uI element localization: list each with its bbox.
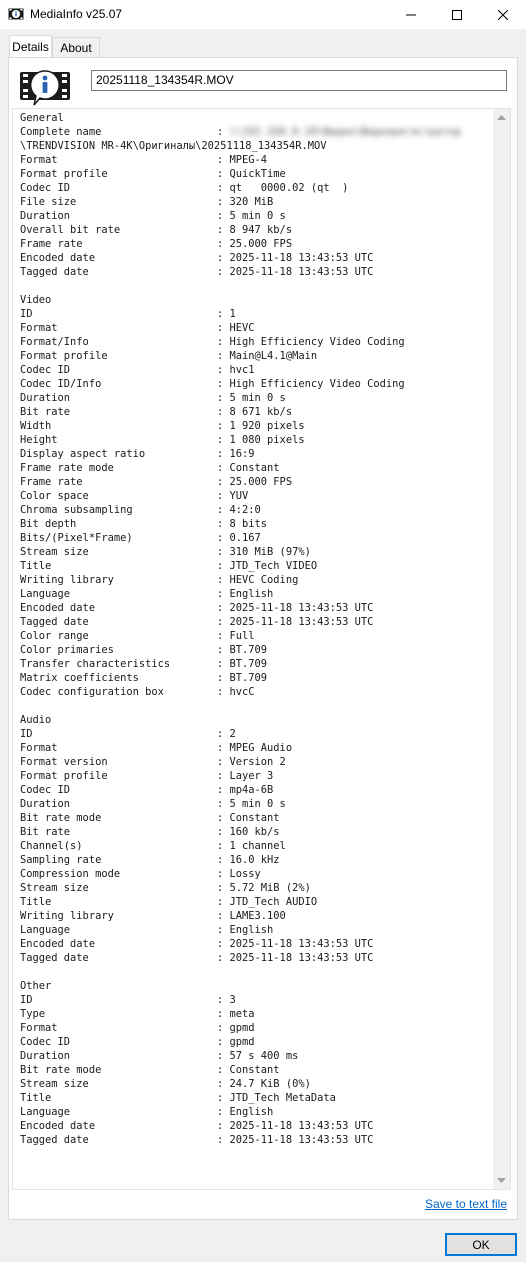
report-row [20,755,461,769]
report-row [20,517,461,531]
field-value: 25.000 FPS [229,238,293,250]
separator: : [217,644,230,656]
separator: : [217,182,230,194]
section-title: General [20,112,64,124]
field-name: Bit rate mode [20,812,102,824]
field-value: HEVC Coding [229,574,299,586]
separator: : [217,658,230,670]
report-row [20,769,461,783]
field-name: Color space [20,490,89,502]
report-row [20,993,461,1007]
report-row [20,433,461,447]
field-name: Language [20,924,71,936]
separator: : [217,336,230,348]
field-name: Duration [20,798,71,810]
field-value: 2 [229,728,236,740]
details-panel [8,57,518,1220]
file-name-field[interactable]: 20251118_134354R.MOV [91,70,507,91]
field-name: Frame rate [20,476,83,488]
field-name: Writing library [20,574,114,586]
blank-line [20,965,461,979]
tab-about[interactable]: About [52,37,100,58]
field-name: Bits/(Pixel*Frame) [20,532,133,544]
report-row [20,377,461,391]
field-name: Sampling rate [20,854,102,866]
field-name: Format [20,742,58,754]
report-content [20,111,461,1147]
report-row [20,951,461,965]
field-name: File size [20,196,77,208]
field-name: Frame rate [20,238,83,250]
report-row [20,797,461,811]
ok-button[interactable]: OK [445,1233,517,1256]
field-name: Overall bit rate [20,224,121,236]
field-name: Stream size [20,882,89,894]
field-name: Writing library [20,910,114,922]
field-value: High Efficiency Video Coding [229,336,405,348]
field-value: 57 s 400 ms [229,1050,299,1062]
field-value: BT.709 [229,672,268,684]
report-row [20,1091,461,1105]
separator: : [217,798,230,810]
field-name: Format [20,154,58,166]
field-value: Layer 3 [229,770,274,782]
field-name: Chroma subsampling [20,504,133,516]
separator: : [217,602,230,614]
separator: : [217,896,230,908]
separator: : [217,546,230,558]
separator: : [217,406,230,418]
report-row [20,685,461,699]
separator: : [217,378,230,390]
separator: : [217,1134,230,1146]
close-icon [498,10,508,20]
field-name: Bit rate mode [20,1064,102,1076]
separator: : [217,322,230,334]
report-row [20,741,461,755]
report-row [20,1077,461,1091]
separator: : [217,1008,230,1020]
report-row [20,1007,461,1021]
field-name: Stream size [20,546,89,558]
report-row [20,363,461,377]
report-row [20,349,461,363]
field-name: Language [20,1106,71,1118]
field-value: \\192.168.0.10\Видео\Видеорегистратор [229,126,461,138]
field-value: English [229,924,274,936]
field-value: MPEG-4 [229,154,268,166]
separator: : [217,168,230,180]
tab-details[interactable]: Details [9,35,52,57]
field-value: 25.000 FPS [229,476,293,488]
field-value: Version 2 [229,756,286,768]
field-value: 1 080 pixels [229,434,305,446]
minimize-icon [406,10,416,20]
report-row [20,601,461,615]
field-name: Tagged date [20,616,89,628]
field-value: BT.709 [229,658,268,670]
field-name: Tagged date [20,266,89,278]
field-name: Codec ID [20,364,71,376]
field-value: 2025-11-18 13:43:53 UTC [229,1134,374,1146]
field-value: 1 channel [229,840,286,852]
field-value: 5 min 0 s [229,210,286,222]
field-name: Bit rate [20,826,71,838]
separator: : [217,910,230,922]
field-name: Duration [20,210,71,222]
separator: : [217,882,230,894]
field-name: Duration [20,392,71,404]
report-row [20,237,461,251]
report-row [20,167,461,181]
field-name: Codec configuration box [20,686,164,698]
field-value: Full [229,630,255,642]
mediainfo-logo-icon [20,69,70,107]
field-name: Format/Info [20,336,89,348]
report-row [20,629,461,643]
maximize-icon [452,10,462,20]
field-value: 320 MiB [229,196,274,208]
report-row [20,909,461,923]
report-row [20,1035,461,1049]
field-value: JTD_Tech AUDIO [229,896,318,908]
field-name: Tagged date [20,1134,89,1146]
field-value: 5 min 0 s [229,798,286,810]
field-name: Format profile [20,770,108,782]
report-row [20,1119,461,1133]
separator: : [217,672,230,684]
report-row [20,783,461,797]
separator: : [217,252,230,264]
field-name: Bit depth [20,518,77,530]
separator: : [217,728,230,740]
separator: : [217,1022,230,1034]
field-value: High Efficiency Video Coding [229,378,405,390]
separator: : [217,462,230,474]
field-name: Encoded date [20,1120,96,1132]
report-row [20,937,461,951]
section-title: Video [20,294,52,306]
maximize-button[interactable] [434,0,480,29]
separator: : [217,476,230,488]
report-row [20,559,461,573]
field-name: Complete name [20,126,102,138]
field-value: qt 0000.02 (qt ) [229,182,349,194]
field-value: 1 [229,308,236,320]
field-name: Compression mode [20,868,121,880]
field-value: 5.72 MiB (2%) [229,882,311,894]
field-value: gpmd [229,1022,255,1034]
separator: : [217,308,230,320]
field-value: 8 671 kb/s [229,406,293,418]
field-name: Channel(s) [20,840,83,852]
separator: : [217,126,230,138]
report-row [20,1133,461,1147]
section-title: Audio [20,714,52,726]
separator: : [217,826,230,838]
report-row [20,1049,461,1063]
field-value: JTD_Tech MetaData [229,1092,336,1104]
save-to-text-file-link[interactable]: Save to text file [424,1197,507,1211]
separator: : [217,630,230,642]
field-value: mp4a-6B [229,784,274,796]
report-row [20,1063,461,1077]
field-value: English [229,1106,274,1118]
field-value: 5 min 0 s [229,392,286,404]
separator: : [217,1092,230,1104]
report-row [20,657,461,671]
field-name: Encoded date [20,252,96,264]
field-name: Format [20,322,58,334]
field-value: Constant [229,462,280,474]
field-name: Codec ID [20,182,71,194]
field-name: Codec ID/Info [20,378,102,390]
separator: : [217,518,230,530]
separator: : [217,1050,230,1062]
field-name: Tagged date [20,952,89,964]
report-row [20,223,461,237]
separator: : [217,392,230,404]
report-row [20,881,461,895]
separator: : [217,616,230,628]
field-value: 24.7 KiB (0%) [229,1078,311,1090]
separator: : [217,350,230,362]
field-name: Stream size [20,1078,89,1090]
separator: : [217,1106,230,1118]
separator: : [217,770,230,782]
scroll-up-icon[interactable] [493,109,510,126]
separator: : [217,238,230,250]
report-row [20,209,461,223]
field-value: Lossy [229,868,261,880]
field-value: 8 947 kb/s [229,224,293,236]
minimize-button[interactable] [388,0,434,29]
report-row [20,545,461,559]
field-name: Encoded date [20,938,96,950]
separator: : [217,266,230,278]
blank-line [20,279,461,293]
report-row [20,195,461,209]
field-name: Format [20,1022,58,1034]
close-button[interactable] [480,0,526,29]
report-row [20,447,461,461]
report-row [20,461,461,475]
report-text-area[interactable] [12,108,511,1190]
field-value: 16.0 kHz [229,854,280,866]
mediainfo-app-icon [8,6,24,22]
field-name: Width [20,420,52,432]
field-value: JTD_Tech VIDEO [229,560,318,572]
field-value: 1 920 pixels [229,420,305,432]
field-value: LAME3.100 [229,910,286,922]
scroll-down-icon[interactable] [493,1172,510,1189]
field-name: Format profile [20,168,108,180]
field-name: Type [20,1008,46,1020]
field-name: Height [20,434,58,446]
separator: : [217,854,230,866]
report-row [20,867,461,881]
field-value: 2025-11-18 13:43:53 UTC [229,602,374,614]
field-value: 2025-11-18 13:43:53 UTC [229,266,374,278]
report-row [20,727,461,741]
field-name: ID [20,728,33,740]
report-row [20,181,461,195]
field-name: Frame rate mode [20,462,114,474]
field-value: Main@L4.1@Main [229,350,318,362]
field-value: 3 [229,994,236,1006]
field-value: 310 MiB (97%) [229,546,311,558]
report-row [20,503,461,517]
separator: : [217,756,230,768]
field-name: Codec ID [20,784,71,796]
report-row [20,405,461,419]
report-row [20,475,461,489]
field-value: 0.167 [229,532,261,544]
window-title: MediaInfo v25.07 [30,7,123,21]
field-value: HEVC [229,322,255,334]
report-row [20,391,461,405]
report-row [20,643,461,657]
field-value: Constant [229,1064,280,1076]
separator: : [217,1036,230,1048]
report-row [20,1105,461,1119]
field-value: QuickTime [229,168,286,180]
separator: : [217,196,230,208]
field-name: Format profile [20,350,108,362]
field-name: Encoded date [20,602,96,614]
field-name: Title [20,896,52,908]
field-name: Language [20,588,71,600]
separator: : [217,434,230,446]
field-value: 2025-11-18 13:43:53 UTC [229,1120,374,1132]
separator: : [217,154,230,166]
report-row [20,895,461,909]
report-row-continuation: \TRENDVISION MR-4K\Оригиналы\20251118_134354R.MOV [20,140,327,152]
separator: : [217,742,230,754]
field-name: Transfer characteristics [20,658,171,670]
report-row [20,811,461,825]
separator: : [217,574,230,586]
field-name: ID [20,308,33,320]
field-value: 2025-11-18 13:43:53 UTC [229,938,374,950]
separator: : [217,1064,230,1076]
separator: : [217,448,230,460]
report-row [20,265,461,279]
title-bar [0,0,526,29]
separator: : [217,560,230,572]
report-row [20,839,461,853]
separator: : [217,490,230,502]
field-value: MPEG Audio [229,742,293,754]
field-name: Bit rate [20,406,71,418]
separator: : [217,588,230,600]
report-row [20,587,461,601]
field-name: Title [20,1092,52,1104]
field-value: 2025-11-18 13:43:53 UTC [229,252,374,264]
field-name: Matrix coefficients [20,672,139,684]
field-name: Format version [20,756,108,768]
field-value: meta [229,1008,255,1020]
separator: : [217,504,230,516]
report-row [20,615,461,629]
vertical-scrollbar[interactable] [493,109,510,1189]
separator: : [217,1120,230,1132]
separator: : [217,924,230,936]
field-value: Constant [229,812,280,824]
report-row [20,671,461,685]
report-row [20,307,461,321]
field-name: Duration [20,1050,71,1062]
separator: : [217,840,230,852]
field-name: Title [20,560,52,572]
separator: : [217,420,230,432]
report-row [20,419,461,433]
scrollbar-track[interactable] [493,126,510,1172]
field-value: hvc1 [229,364,255,376]
field-value: 4:2:0 [229,504,261,516]
field-value: English [229,588,274,600]
report-row [20,531,461,545]
field-name: ID [20,994,33,1006]
report-row [20,1021,461,1035]
field-value: 8 bits [229,518,268,530]
blank-line [20,699,461,713]
separator: : [217,210,230,222]
separator: : [217,1078,230,1090]
separator: : [217,938,230,950]
field-value: 16:9 [229,448,255,460]
separator: : [217,224,230,236]
separator: : [217,994,230,1006]
report-row [20,853,461,867]
separator: : [217,952,230,964]
field-name: Color primaries [20,644,114,656]
separator: : [217,686,230,698]
field-value: 2025-11-18 13:43:53 UTC [229,616,374,628]
separator: : [217,868,230,880]
field-value: hvcC [229,686,255,698]
field-name: Color range [20,630,89,642]
separator: : [217,784,230,796]
section-title: Other [20,980,52,992]
field-name: Display aspect ratio [20,448,146,460]
report-row [20,335,461,349]
field-value: 2025-11-18 13:43:53 UTC [229,952,374,964]
report-row [20,153,461,167]
field-value: gpmd [229,1036,255,1048]
report-row [20,125,461,139]
separator: : [217,532,230,544]
separator: : [217,364,230,376]
separator: : [217,812,230,824]
report-row [20,573,461,587]
report-row [20,923,461,937]
field-value: 160 kb/s [229,826,280,838]
report-row [20,321,461,335]
report-row [20,825,461,839]
field-name: Codec ID [20,1036,71,1048]
report-row [20,489,461,503]
field-value: BT.709 [229,644,268,656]
field-value: YUV [229,490,249,502]
report-row [20,251,461,265]
